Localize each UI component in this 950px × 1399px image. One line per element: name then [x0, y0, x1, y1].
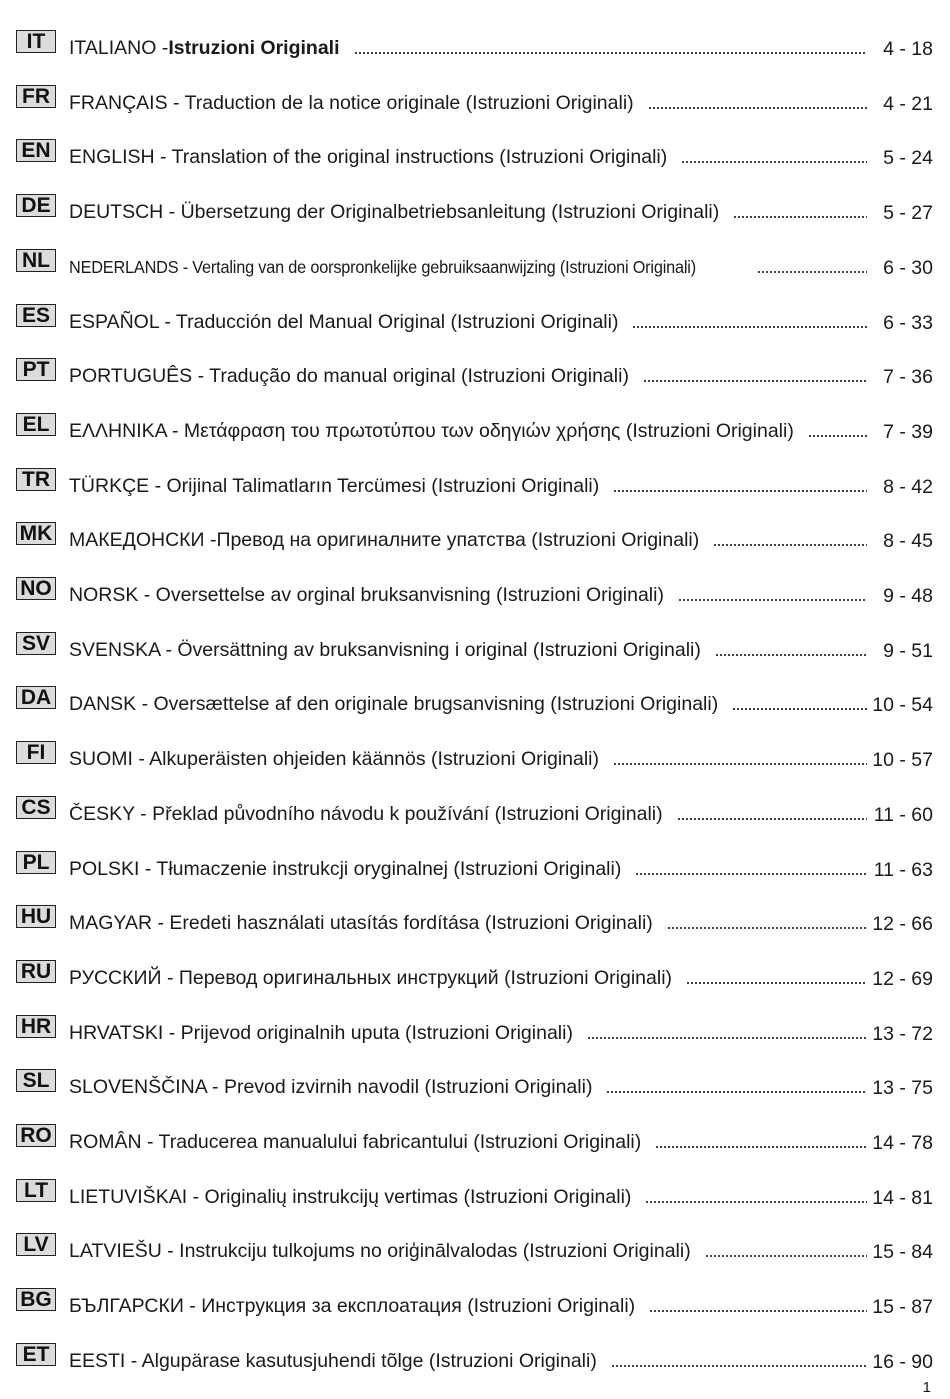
language-name: EESTI - Algupärase kasutusjuhendi tõlge (Istruzioni Originali): [69, 1350, 597, 1372]
page-range: 5 - 24: [883, 147, 933, 169]
entry-title: [69, 798, 869, 826]
language-code-badge: RU: [16, 960, 56, 983]
entry-title: [69, 360, 869, 388]
page-range: 14 - 78: [872, 1132, 933, 1154]
toc-entry: [0, 409, 950, 449]
language-name: POLSKI - Tłumaczenie instrukcji oryginalnej (Istruzioni Originali): [69, 858, 622, 880]
dot-leader: [613, 490, 867, 492]
dot-leader: [643, 380, 867, 382]
language-code-badge: HR: [16, 1015, 56, 1038]
language-code-badge: FR: [16, 85, 56, 108]
language-code-badge: EL: [16, 413, 56, 436]
language-code-badge: MK: [16, 522, 56, 545]
page-range: 7 - 36: [883, 366, 933, 388]
entry-title: [69, 1181, 869, 1209]
dot-leader: [667, 927, 867, 929]
dot-leader: [715, 654, 867, 656]
toc-entry: [0, 682, 950, 722]
toc-entry: [0, 792, 950, 832]
page-range: 12 - 69: [872, 968, 933, 990]
entry-title: [69, 1345, 869, 1373]
dot-leader: [635, 873, 867, 875]
page-range: 16 - 90: [872, 1351, 933, 1373]
language-name: ITALIANO -: [69, 37, 169, 59]
page-range: 7 - 39: [883, 421, 933, 443]
language-name: ČESKY - Překlad původního návodu k používání (Istruzioni Originali): [69, 803, 663, 825]
language-name: БЪЛГАРСКИ - Инструкция за експлоатация (Istruzioni Originali): [69, 1295, 636, 1317]
language-name: SVENSKA - Översättning av bruksanvisning i original (Istruzioni Originali): [69, 639, 701, 661]
language-code-badge: RO: [16, 1124, 56, 1147]
page-range: 5 - 27: [883, 202, 933, 224]
page-range: 8 - 45: [883, 530, 933, 552]
dot-leader: [655, 1146, 867, 1148]
entry-title: [69, 1126, 869, 1154]
entry-title: [69, 87, 869, 115]
language-code-badge: PL: [16, 851, 56, 874]
language-name: PORTUGUÊS - Tradução do manual original (Istruzioni Originali): [69, 365, 629, 387]
language-name: DANSK - Oversættelse af den originale brugsanvisning (Istruzioni Originali): [69, 693, 719, 715]
entry-title: [69, 1071, 869, 1099]
page-range: 11 - 60: [873, 804, 933, 826]
language-code-badge: FI: [16, 741, 56, 764]
entry-title: [69, 743, 869, 771]
page-range: 15 - 87: [872, 1296, 933, 1318]
entry-title: [69, 962, 869, 990]
dot-leader: [606, 1091, 867, 1093]
dot-leader: [686, 982, 867, 984]
dot-leader: [587, 1037, 867, 1039]
toc-entry: [0, 956, 950, 996]
language-name: TÜRKÇE - Orijinal Talimatların Tercümesi (Istruzioni Originali): [69, 475, 600, 497]
language-name: ΕΛΛΗΝΙΚΑ - Μετάφραση του πρωτοτύπου των οδηγιών χρήσης (Istruzioni Originali): [69, 420, 794, 442]
language-name: LIETUVIŠKAI - Originalių instrukcijų vertimas (Istruzioni Originali): [69, 1186, 632, 1208]
toc-entry: [0, 300, 950, 340]
language-code-badge: HU: [16, 905, 56, 928]
language-code-badge: LT: [16, 1179, 56, 1202]
dot-leader: [757, 271, 867, 273]
page-range: 12 - 66: [872, 913, 933, 935]
entry-title: [69, 1290, 869, 1318]
page-range: 10 - 54: [872, 694, 933, 716]
language-name: РУССКИЙ - Перевод оригинальных инструкций (Istruzioni Originali): [69, 967, 673, 989]
entry-title: [69, 470, 869, 498]
entry-title: [69, 853, 869, 881]
entry-title: [69, 196, 869, 224]
toc-entry: [0, 1339, 950, 1379]
language-code-badge: EN: [16, 139, 56, 162]
page-range: 9 - 48: [883, 585, 933, 607]
dot-leader: [733, 216, 867, 218]
toc-entry: [0, 464, 950, 504]
language-code-badge: TR: [16, 468, 56, 491]
entry-title: [69, 141, 869, 169]
language-name: МАКЕДОНСКИ -Превод на оригиналните упатства (Istruzioni Originali): [69, 529, 700, 551]
toc-entry: [0, 1120, 950, 1160]
toc-entry: [0, 26, 950, 66]
page-range: 13 - 72: [872, 1023, 933, 1045]
entry-title: [69, 32, 869, 60]
page-range: 14 - 81: [872, 1187, 933, 1209]
toc-entry: [0, 81, 950, 121]
page-range: 9 - 51: [883, 640, 933, 662]
page-number: 1: [922, 1379, 931, 1396]
language-name: ESPAÑOL - Traducción del Manual Original (Istruzioni Originali): [69, 311, 619, 333]
toc-entry: [0, 1284, 950, 1324]
entry-title: [69, 306, 869, 334]
language-name: FRANÇAIS - Traduction de la notice originale (Istruzioni Originali): [69, 92, 634, 114]
page-range: 4 - 21: [883, 93, 933, 115]
toc-entry: [0, 1011, 950, 1051]
entry-title: [69, 524, 869, 552]
language-code-badge: CS: [16, 796, 56, 819]
page-range: 6 - 33: [883, 312, 933, 334]
language-name: ROMÂN - Traducerea manualului fabricantului (Istruzioni Originali): [69, 1131, 642, 1153]
language-name: LATVIEŠU - Instrukciju tulkojums no oriģinālvalodas (Istruzioni Originali): [69, 1240, 691, 1262]
page-range: 11 - 63: [873, 859, 933, 881]
document-title: Istruzioni Originali: [168, 37, 340, 59]
language-code-badge: IT: [16, 30, 56, 53]
page-range: 4 - 18: [883, 38, 933, 60]
entry-title: [69, 634, 869, 662]
dot-leader: [645, 1201, 867, 1203]
language-code-badge: SV: [16, 632, 56, 655]
language-code-badge: PT: [16, 358, 56, 381]
language-code-badge: NO: [16, 577, 56, 600]
dot-leader: [681, 161, 867, 163]
language-name: SLOVENŠČINA - Prevod izvirnih navodil (Istruzioni Originali): [69, 1076, 593, 1098]
dot-leader: [705, 1255, 867, 1257]
entry-title: [69, 907, 869, 935]
language-name: MAGYAR - Eredeti használati utasítás fordítása (Istruzioni Originali): [69, 912, 653, 934]
entry-title: [69, 1017, 869, 1045]
dot-leader: [713, 544, 867, 546]
language-code-badge: BG: [16, 1288, 56, 1311]
language-code-badge: DE: [16, 194, 56, 217]
language-name: NORSK - Oversettelse av orginal bruksanvisning (Istruzioni Originali): [69, 584, 664, 606]
dot-leader: [678, 599, 867, 601]
entry-title: [69, 251, 869, 279]
entry-title: [69, 1235, 869, 1263]
dot-leader: [648, 107, 867, 109]
page-range: 8 - 42: [883, 476, 933, 498]
entry-title: [69, 415, 869, 443]
dot-leader: [808, 435, 867, 437]
dot-leader: [649, 1310, 867, 1312]
toc-entry: [0, 847, 950, 887]
toc-entry: [0, 901, 950, 941]
language-code-badge: ET: [16, 1343, 56, 1366]
entry-title: [69, 688, 869, 716]
page-range: 15 - 84: [872, 1241, 933, 1263]
toc-entry: [0, 1229, 950, 1269]
toc-entry: [0, 190, 950, 230]
toc-entry: [0, 1175, 950, 1215]
toc-entry: [0, 628, 950, 668]
dot-leader: [677, 818, 867, 820]
language-code-badge: LV: [16, 1233, 56, 1256]
language-name: DEUTSCH - Übersetzung der Originalbetriebsanleitung (Istruzioni Originali): [69, 201, 720, 223]
page-range: 10 - 57: [872, 749, 933, 771]
language-name: NEDERLANDS - Vertaling van de oorspronkelijke gebruiksaanwijzing (Istruzioni Originali): [69, 257, 696, 277]
language-code-badge: ES: [16, 304, 56, 327]
dot-leader: [613, 763, 867, 765]
toc-entry: [0, 354, 950, 394]
dot-leader: [611, 1365, 867, 1367]
page-range: 6 - 30: [883, 257, 933, 279]
entry-title: [69, 579, 869, 607]
language-name: SUOMI - Alkuperäisten ohjeiden käännös (Istruzioni Originali): [69, 748, 599, 770]
language-name: ENGLISH - Translation of the original instructions (Istruzioni Originali): [69, 146, 668, 168]
toc-entry: [0, 245, 950, 285]
toc-entry: [0, 1065, 950, 1105]
language-code-badge: SL: [16, 1069, 56, 1092]
toc-entry: [0, 573, 950, 613]
language-name: HRVATSKI - Prijevod originalnih uputa (Istruzioni Originali): [69, 1022, 573, 1044]
toc-entry: [0, 737, 950, 777]
page-range: 13 - 75: [872, 1077, 933, 1099]
toc-entry: [0, 518, 950, 558]
dot-leader: [354, 52, 867, 54]
language-code-badge: NL: [16, 249, 56, 272]
toc-entry: [0, 135, 950, 175]
language-code-badge: DA: [16, 686, 56, 709]
dot-leader: [732, 708, 867, 710]
dot-leader: [632, 326, 867, 328]
